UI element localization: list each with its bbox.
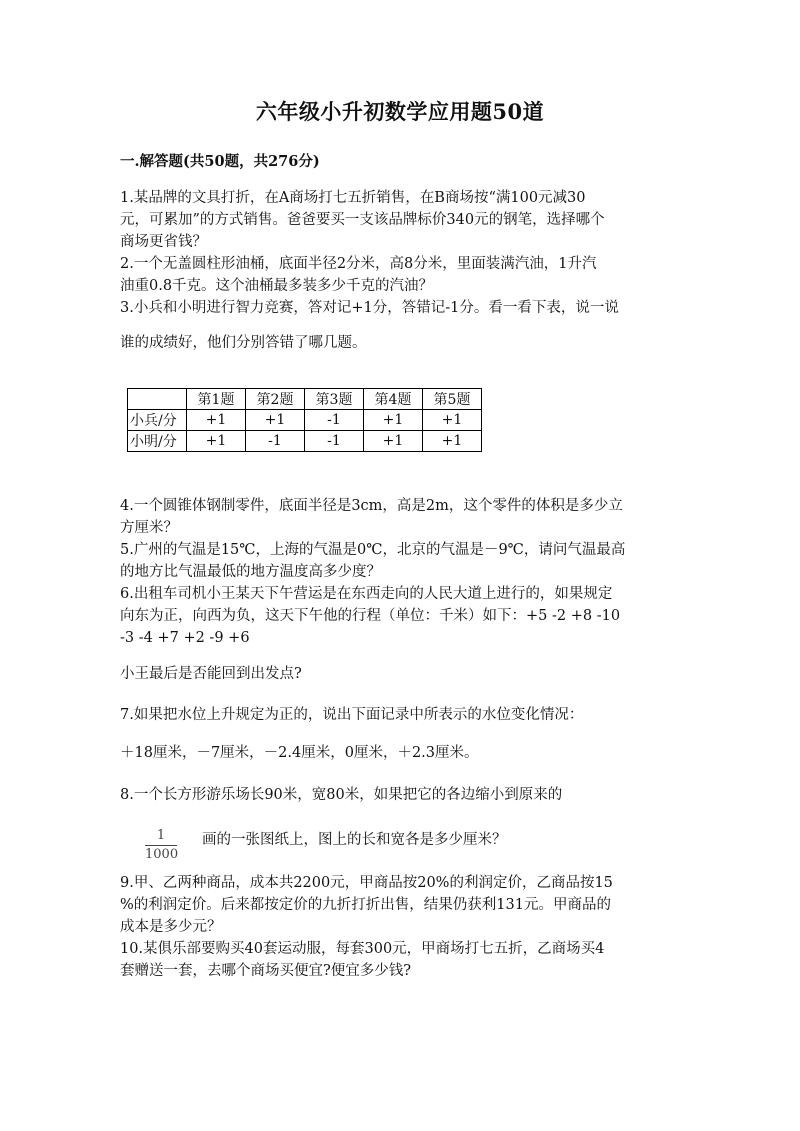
question-10-line-2: 套赠送一套，去哪个商场买便宜?便宜多少钱? (120, 963, 412, 979)
question-5-line-2: 的地方比气温最低的地方温度高多少度？ (120, 564, 381, 580)
question-10-line-1: 10.某俱乐部要购买40套运动服，每套300元，甲商场打七五折，乙商场买4 (120, 941, 605, 957)
table-row (128, 410, 482, 431)
question-8-line-1: 8.一个长方形游乐场长90米，宽80米，如果把它的各边缩小到原来的 (120, 787, 563, 803)
table-cell: +1 (246, 410, 305, 431)
page-title: 六年级小升初数学应用题50道 (255, 99, 545, 124)
table-cell: +1 (423, 410, 482, 431)
question-5-line-1: 5.广州的气温是15℃，上海的气温是0℃，北京的气温是－9℃，请问气温最高 (120, 542, 626, 558)
table-cell: +1 (364, 431, 423, 452)
table-cell: +1 (187, 410, 246, 431)
table-header-cell: 第4题 (364, 389, 423, 410)
question-1-line-3: 商场更省钱？ (120, 234, 207, 250)
question-6-line-4: 小王最后是否能回到出发点? (120, 666, 302, 682)
score-table (127, 388, 482, 452)
question-9-line-2: %的利润定价。后来都按定价的九折打折出售，结果仍获利131元。甲商品的 (120, 897, 611, 913)
question-7-line-1: 7.如果把水位上升规定为正的，说出下面记录中所表示的水位变化情况： (120, 707, 584, 723)
table-header-cell: 第3题 (305, 389, 364, 410)
question-6-line-3: -3 -4 +7 +2 -9 +6 (120, 630, 250, 646)
question-1-line-2: 元，可累加”的方式销售。爸爸要买一支该品牌标价340元的钢笔，选择哪个 (120, 212, 605, 228)
section-heading: 一.解答题(共50题，共276分) (120, 153, 320, 170)
question-4-line-2: 方厘米？ (120, 520, 178, 536)
table-cell: +1 (423, 431, 482, 452)
question-1-line-1: 1.某品牌的文具打折，在A商场打七五折销售，在B商场按“满100元减30 (120, 190, 586, 206)
question-8-line-2: 画的一张图纸上，图上的长和宽各是多少厘米？ (202, 832, 507, 848)
fraction-bar (145, 845, 177, 846)
fraction-denominator: 1000 (145, 847, 179, 862)
table-header-cell: 第5题 (423, 389, 482, 410)
question-9-line-1: 9.甲、乙两种商品，成本共2200元，甲商品按20%的利润定价，乙商品按15 (120, 875, 613, 891)
question-3-line-2: 谁的成绩好，他们分别答错了哪几题。 (120, 335, 367, 351)
question-4-line-1: 4.一个圆锥体钢制零件，底面半径是3cm，高是2m，这个零件的体积是多少立 (120, 498, 623, 514)
question-3-line-1: 3.小兵和小明进行智力竞赛，答对记+1分，答错记-1分。看一看下表，说一说 (120, 300, 619, 316)
table-header-row (128, 389, 482, 410)
table-corner-cell (128, 389, 187, 410)
question-6-line-2: 向东为正，向西为负，这天下午他的行程（单位：千米）如下：+5 -2 +8 -10 (120, 608, 621, 624)
table-row-label: 小兵/分 (128, 410, 187, 431)
table-cell: +1 (364, 410, 423, 431)
question-6-line-1: 6.出租车司机小王某天下午营运是在东西走向的人民大道上进行的，如果规定 (120, 586, 613, 602)
table-cell: -1 (305, 410, 364, 431)
table-cell: +1 (187, 431, 246, 452)
table-header-cell: 第2题 (246, 389, 305, 410)
table-row-label: 小明/分 (128, 431, 187, 452)
table-cell: -1 (246, 431, 305, 452)
question-2-line-2: 油重0.8千克。这个油桶最多装多少千克的汽油？ (120, 278, 434, 294)
table-cell: -1 (305, 431, 364, 452)
question-2-line-1: 2.一个无盖圆柱形油桶，底面半径2分米，高8分米，里面装满汽油，1升汽 (120, 256, 597, 272)
fraction-one-thousandth (145, 828, 177, 863)
question-9-line-3: 成本是多少元？ (120, 919, 222, 935)
fraction-numerator: 1 (156, 828, 166, 843)
table-row (128, 431, 482, 452)
table-header-cell: 第1题 (187, 389, 246, 410)
question-7-line-2: ＋18厘米，－7厘米，－2.4厘米，0厘米，＋2.3厘米。 (120, 745, 479, 761)
